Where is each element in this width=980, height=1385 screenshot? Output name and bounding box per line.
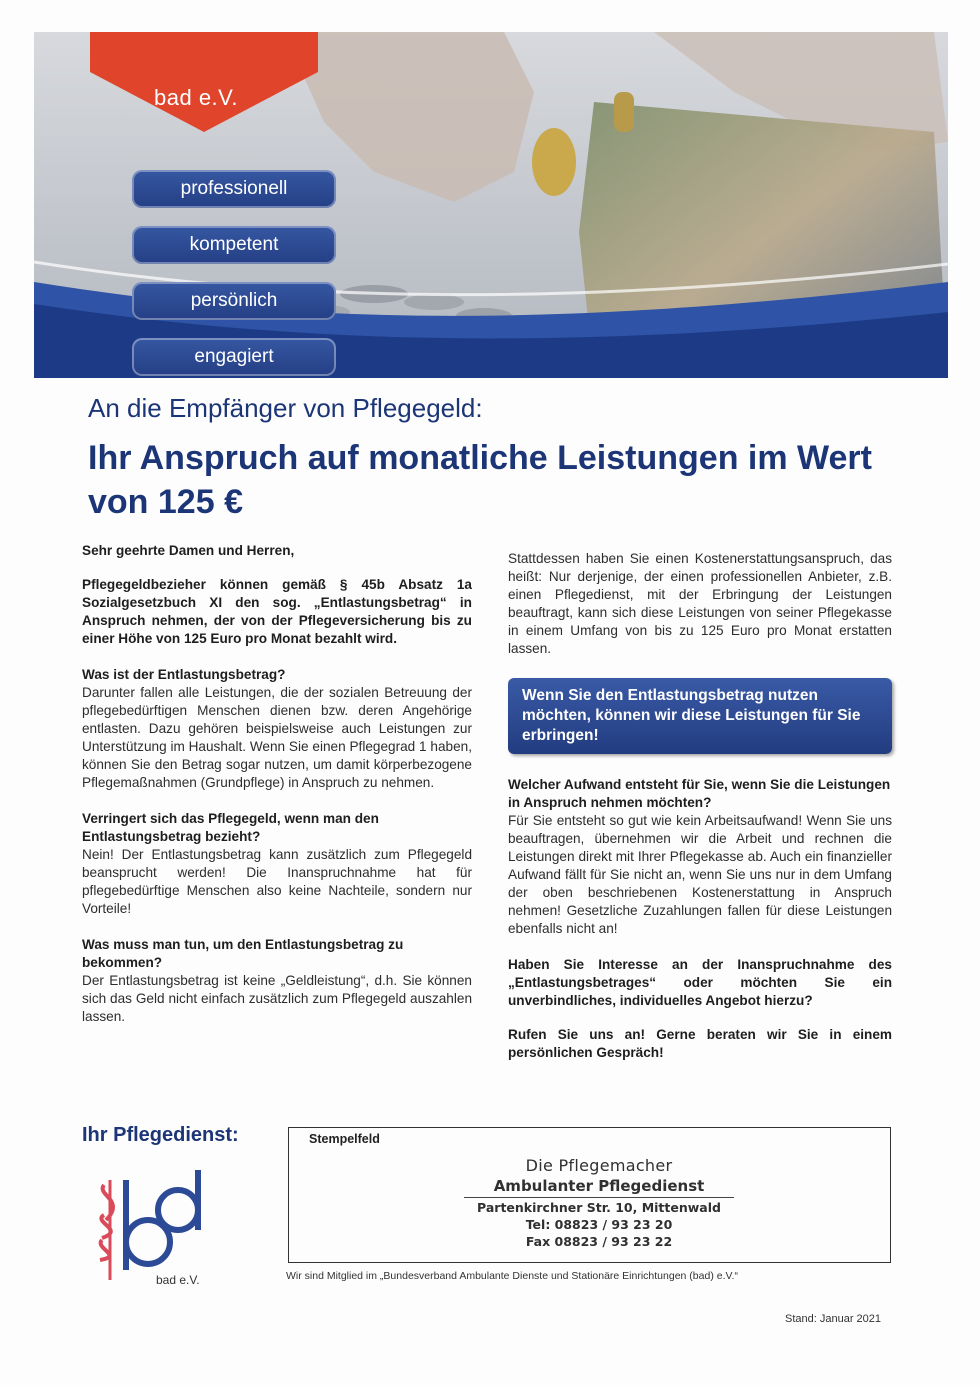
tagline-pills: [132, 170, 336, 378]
callout-box: Wenn Sie den Entlastungsbetrag nutzen möchten, können wir diese Leistungen für Sie erbringen!: [508, 678, 892, 754]
interest-paragraph: Haben Sie Interesse an der Inanspruchnahme des „Entlastungsbetrages“ oder möchten Sie ein unverbindliches, individuelles Angebot hierzu?: [508, 957, 892, 1008]
company-stamp: [439, 1156, 759, 1249]
headline-main: Ihr Anspruch auf monatliche Leistungen im Wert von 125 €: [88, 439, 872, 521]
intro-paragraph: Pflegegeldbezieher können gemäß § 45b Absatz 1a Sozialgesetzbuch XI den sog. „Entlastungsbetrag“ in Anspruch nehmen, der von der Pflegeversicherung bis zu einer Höhe von 125 Euro pro Monat bezahlt wird.: [82, 577, 472, 646]
membership-note: Wir sind Mitglied im „Bundesverband Ambulante Dienste und Stationäre Einrichtungen (bad) e.V.“: [286, 1270, 738, 1282]
brand-arrow-label: bad e.V.: [154, 85, 238, 110]
tagline-pill: persönlich: [132, 282, 336, 320]
stamp-company-type: Ambulanter Pflegedienst: [464, 1177, 734, 1198]
pflegedienst-heading: Ihr Pflegedienst:: [82, 1124, 239, 1146]
tagline-pill: professionell: [132, 170, 336, 208]
right-column: [508, 550, 892, 1078]
left-column: [82, 542, 472, 1042]
hero-banner: [34, 32, 948, 378]
logo-label: bad e.V.: [156, 1273, 200, 1287]
question-heading: Was ist der Entlastungsbetrag?: [82, 667, 286, 682]
salutation: Sehr geehrte Damen und Herren,: [82, 543, 295, 558]
bad-logo-icon: [86, 1160, 216, 1286]
answer-paragraph: Für Sie entsteht so gut wie kein Arbeitsaufwand! Wenn Sie uns beauftragen, übernehmen wir die Arbeit und rechnen die Leistungen direkt mit Ihrer Pflegekasse ab. Auch ein finanzieller Aufwand fällt für Sie nicht an, wenn Sie uns nur in dem Umfang der oben beschriebenen Kostenerstattung in Anspruch nehmen! Gesetzliche Zuzahlungen fallen für diese Leistungen ebenfalls nicht an!: [508, 813, 892, 936]
call-to-action: Rufen Sie uns an! Gerne beraten wir Sie in einem persönlichen Gespräch!: [508, 1027, 892, 1060]
tagline-pill: kompetent: [132, 226, 336, 264]
date-stand: Stand: Januar 2021: [785, 1313, 882, 1325]
question-heading: Verringert sich das Pflegegeld, wenn man den Entlastungsbetrag bezieht?: [82, 811, 379, 844]
tagline-pill: engagiert: [132, 338, 336, 376]
answer-paragraph: Der Entlastungsbetrag ist keine „Geldleistung“, d.h. Sie können sich das Geld nicht einfach zusätzlich zum Pflegegeld auszahlen lassen.: [82, 973, 472, 1024]
stamp-phone: Tel: 08823 / 93 23 20: [525, 1217, 673, 1232]
stamp-company-name: Die Pflegemacher: [525, 1156, 673, 1175]
question-heading: Welcher Aufwand entsteht für Sie, wenn Sie die Leistungen in Anspruch nehmen möchten?: [508, 777, 891, 810]
question-heading: Was muss man tun, um den Entlastungsbetrag zu bekommen?: [82, 937, 404, 970]
reimbursement-paragraph: Stattdessen haben Sie einen Kostenerstattungsanspruch, das heißt: Nur derjenige, der einen professionellen Anbieter, z.B. einen Pflegedienst, mit der Erbringung der Leistungen beauftragt, kann sich diese Leistungen von seiner Pflegekasse in einem Umfang von bis zu 125 Euro pro Monat erstatten lassen.: [508, 551, 892, 656]
stamp-address: Partenkirchner Str. 10, Mittenwald: [477, 1200, 721, 1215]
answer-paragraph: Darunter fallen alle Leistungen, die der sozialen Betreuung der pflegebedürftigen Menschen dienen bzw. deren Angehörige entlasten. Dazu gehören beispielsweise auch Leistungen zur Unterstützung im Haushalt. Wenn Sie einen Pflegegrad 1 haben, können Sie den Betrag sogar nutzen, um damit körperbezogene Pflegemaßnahmen (Grundpflege) in Anspruch zu nehmen.: [82, 685, 472, 790]
stamp-field: [288, 1127, 891, 1263]
stamp-field-label: Stempelfeld: [309, 1132, 380, 1146]
headline-recipient: An die Empfänger von Pflegegeld:: [88, 393, 483, 423]
stamp-fax: Fax 08823 / 93 23 22: [525, 1234, 673, 1249]
brand-arrow: [90, 32, 318, 132]
answer-paragraph: Nein! Der Entlastungsbetrag kann zusätzlich zum Pflegegeld beansprucht werden! Die Inanspruchnahme hat für pflegebedürftige Menschen also keine Nachteile, sondern nur Vorteile!: [82, 847, 472, 916]
